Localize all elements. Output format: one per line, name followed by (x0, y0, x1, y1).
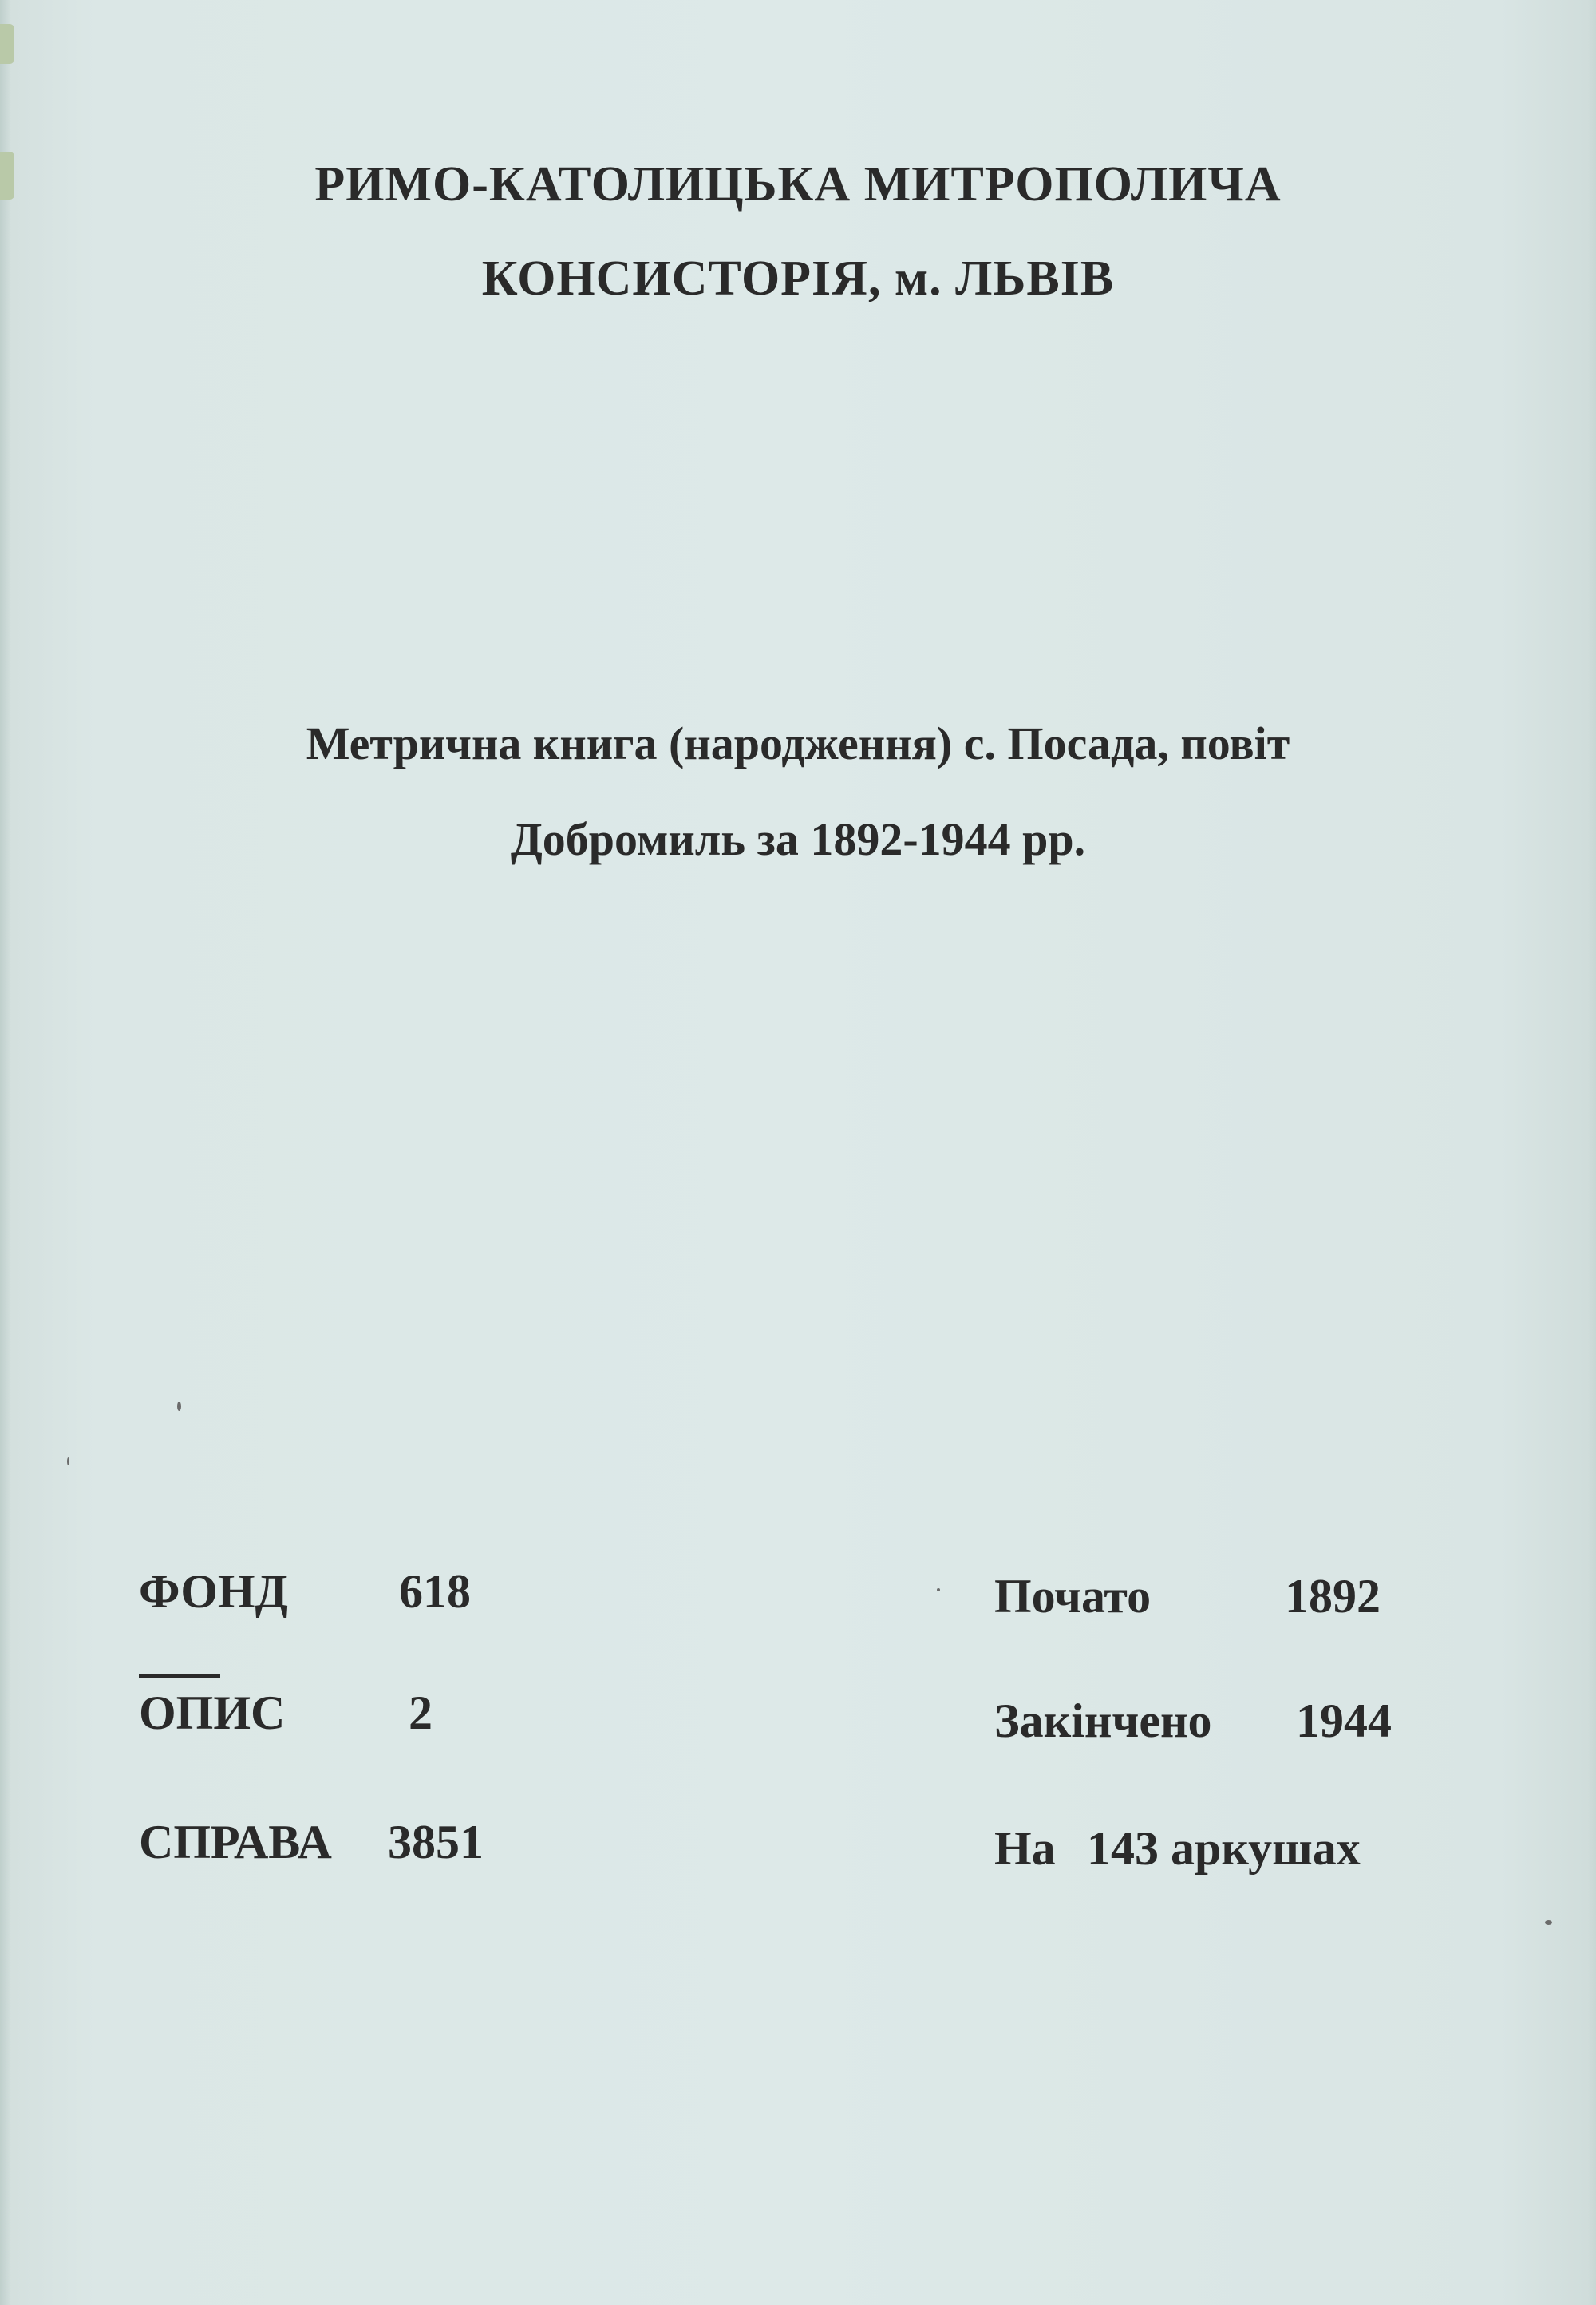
sheets-value: 143 аркушах (1087, 1822, 1361, 1875)
register-title-line-1: Метрична книга (народження) с. Посада, повіт (306, 718, 1290, 769)
sheets-label: На (994, 1822, 1056, 1875)
started-value: 1892 (1285, 1570, 1381, 1623)
page-right-edge (1588, 0, 1596, 2305)
finished-label: Закінчено (994, 1694, 1212, 1747)
consistory-header-line-2: КОНСИСТОРІЯ, м. ЛЬВІВ (481, 251, 1115, 306)
paper-speck (937, 1588, 940, 1591)
started-label: Почато (994, 1570, 1152, 1623)
paper-speck (1545, 1920, 1552, 1925)
paper-speck (67, 1457, 69, 1465)
fond-value: 618 (399, 1565, 471, 1618)
sprava-value: 3851 (388, 1816, 484, 1868)
opys-label: ОПИС (139, 1686, 286, 1739)
opys-overline-mark (139, 1674, 220, 1678)
register-title-line-2: Добромиль за 1892-1944 рр. (510, 813, 1086, 865)
consistory-header-line-1: РИМО-КАТОЛИЦЬКА МИТРОПОЛИЧА (314, 157, 1282, 212)
page-left-edge (0, 0, 11, 2305)
binding-tab-mark (0, 24, 14, 64)
fond-label: ФОНД (139, 1565, 288, 1618)
sprava-label: СПРАВА (139, 1816, 332, 1868)
finished-value: 1944 (1296, 1694, 1392, 1747)
paper-speck (177, 1402, 181, 1411)
opys-value: 2 (409, 1686, 433, 1739)
